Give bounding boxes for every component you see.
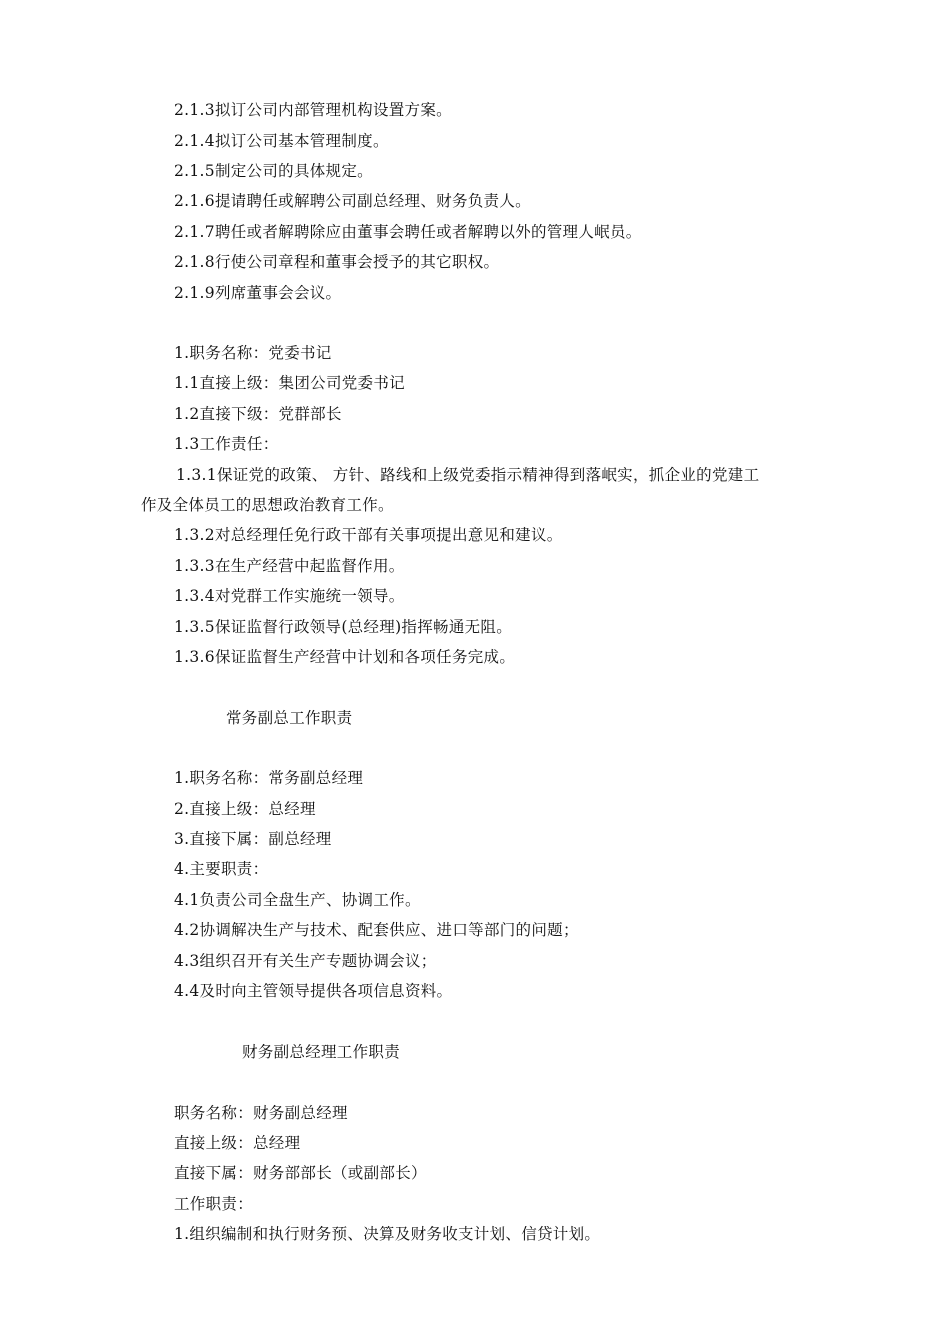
- executive-vp-line: 4.1负责公司全盘生产、协调工作。: [174, 891, 421, 909]
- party-secretary-duty-1-cont: 作及全体员工的思想政治教育工作。: [141, 496, 394, 514]
- party-secretary-duty-2: 1.3.2对总经理任免行政干部有关事项提出意见和建议。: [174, 526, 563, 544]
- finance-vp-line: 直接上级：总经理: [174, 1134, 301, 1152]
- gm-duty-2-1-5: 2.1.5制定公司的具体规定。: [174, 162, 373, 180]
- executive-vp-line: 4.3组织召开有关生产专题协调会议；: [174, 952, 437, 970]
- gm-duty-2-1-6: 2.1.6提请聘任或解聘公司副总经理、财务负责人。: [174, 192, 531, 210]
- executive-vp-line: 3.直接下属：副总经理: [174, 830, 332, 848]
- gm-duty-2-1-7: 2.1.7聘任或者解聘除应由董事会聘任或者解聘以外的管理人岷员。: [174, 223, 642, 241]
- executive-vp-line: 4.主要职责：: [174, 860, 269, 878]
- finance-vp-line: 职务名称：财务副总经理: [174, 1104, 348, 1122]
- party-secretary-subordinate: 1.2直接下级：党群部长: [174, 405, 342, 423]
- gm-duty-2-1-9: 2.1.9列席董事会会议。: [174, 284, 342, 302]
- party-secretary-duty-5: 1.3.5保证监督行政领导(总经理)指挥畅通无阻。: [174, 618, 513, 636]
- finance-vp-heading: 财务副总经理工作职责: [242, 1043, 401, 1061]
- gm-duty-2-1-8: 2.1.8行使公司章程和董事会授予的其它职权。: [174, 253, 500, 271]
- gm-duty-2-1-3: 2.1.3拟订公司内部管理机构设置方案。: [174, 101, 452, 119]
- executive-vp-heading: 常务副总工作职责: [226, 709, 353, 727]
- executive-vp-line: 4.2协调解决生产与技术、配套供应、进口等部门的问题；: [174, 921, 579, 939]
- executive-vp-line: 4.4及时向主管领导提供各项信息资料。: [174, 982, 453, 1000]
- party-secretary-duty-1: 1.3.1保证党的政策、 方针、路线和上级党委指示精神得到落岷实，抓企业的党建工: [176, 466, 760, 484]
- finance-vp-line: 工作职责：: [174, 1195, 254, 1213]
- party-secretary-duty-4: 1.3.4对党群工作实施统一领导。: [174, 587, 405, 605]
- party-secretary-superior: 1.1直接上级：集团公司党委书记: [174, 374, 405, 392]
- finance-vp-line: 1.组织编制和执行财务预、决算及财务收支计划、信贷计划。: [174, 1225, 601, 1243]
- party-secretary-duties-label: 1.3工作责任：: [174, 435, 279, 453]
- executive-vp-line: 1.职务名称：常务副总经理: [174, 769, 364, 787]
- party-secretary-title: 1.职务名称：党委书记: [174, 344, 332, 362]
- executive-vp-line: 2.直接上级：总经理: [174, 800, 316, 818]
- party-secretary-duty-6: 1.3.6保证监督生产经营中计划和各项任务完成。: [174, 648, 516, 666]
- gm-duty-2-1-4: 2.1.4拟订公司基本管理制度。: [174, 132, 389, 150]
- party-secretary-duty-3: 1.3.3在生产经营中起监督作用。: [174, 557, 405, 575]
- finance-vp-line: 直接下属：财务部部长（或副部长）: [174, 1164, 427, 1182]
